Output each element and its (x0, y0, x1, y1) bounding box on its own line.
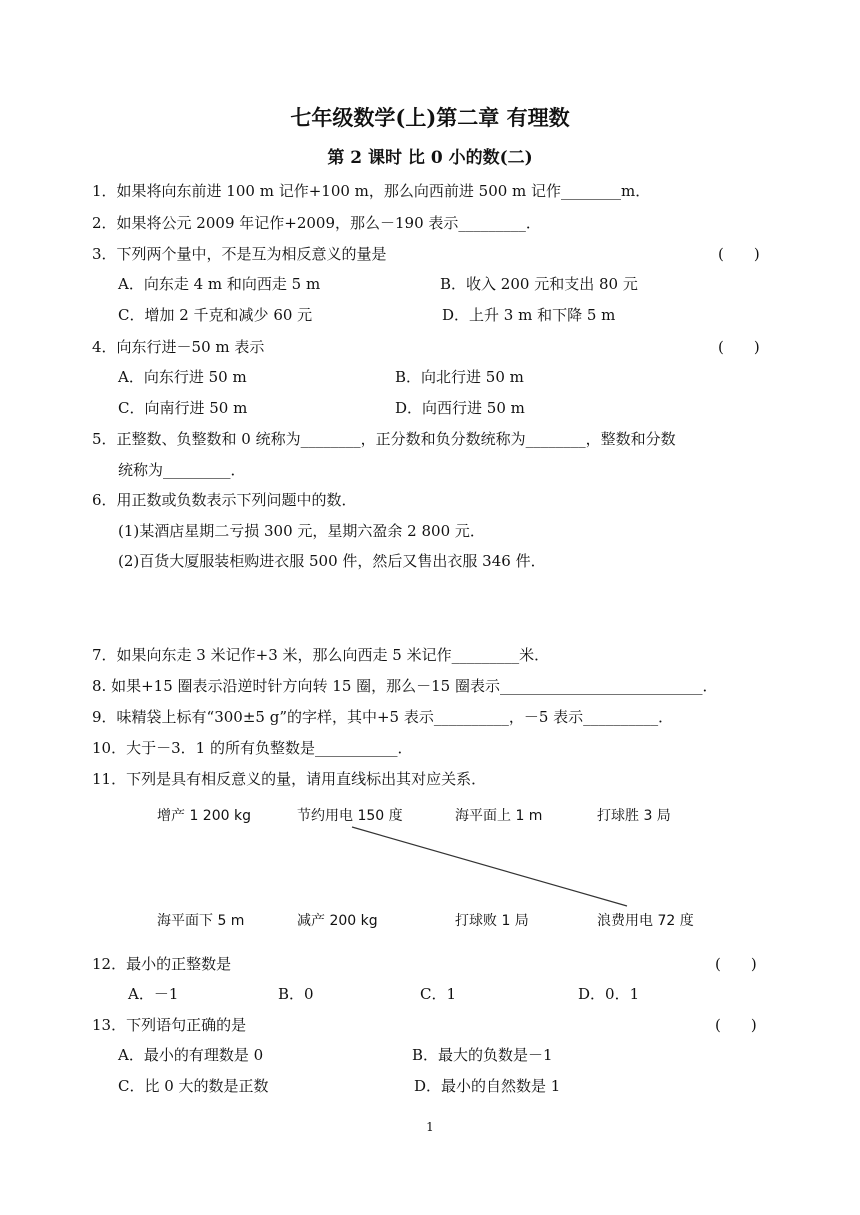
question-6-part2: (2)百货大厦服装柜购进衣服 500 件，然后又售出衣服 346 件． (118, 552, 546, 570)
option-d: D．向西行进 50 m (395, 399, 525, 417)
answer-paren: ( ) (715, 955, 757, 973)
match-item-bottom: 浪费用电 72 度 (597, 913, 694, 929)
match-item-bottom: 打球败 1 局 (455, 913, 529, 929)
option-c: C．增加 2 千克和减少 60 元 (118, 306, 313, 324)
answer-paren: ( ) (718, 338, 760, 356)
option-d: D．上升 3 m 和下降 5 m (442, 306, 616, 324)
option-c: C．向南行进 50 m (118, 399, 248, 417)
option-c: C．比 0 大的数是正数 (118, 1077, 269, 1095)
question-5-line2: 统称为_________． (118, 461, 246, 479)
question-1: 1．如果将向东前进 100 m 记作+100 m，那么向西前进 500 m 记作________m． (92, 182, 651, 200)
match-item-top: 节约用电 150 度 (297, 808, 403, 824)
option-a: A．向东行进 50 m (118, 368, 247, 386)
match-item-bottom: 减产 200 kg (297, 913, 378, 929)
question-6-stem: 6．用正数或负数表示下列问题中的数． (92, 491, 357, 509)
match-item-top: 增产 1 200 kg (157, 808, 251, 824)
answer-paren: ( ) (715, 1016, 757, 1034)
question-13-stem: 13．下列语句正确的是 (92, 1016, 247, 1034)
answer-paren: ( ) (718, 245, 760, 263)
match-item-bottom: 海平面下 5 m (157, 913, 245, 929)
lesson-subtitle: 第 2 课时 比 0 小的数(二) (327, 148, 533, 168)
option-a: A．向东走 4 m 和向西走 5 m (118, 275, 321, 293)
option-a: A．－1 (128, 985, 179, 1003)
match-item-top: 打球胜 3 局 (597, 808, 671, 824)
page-number: 1 (426, 1120, 434, 1134)
option-b: B．0 (278, 985, 314, 1003)
question-5-line1: 5．正整数、负整数和 0 统称为________，正分数和负分数统称为________，整数和分数 (92, 430, 676, 448)
option-d: D．最小的自然数是 1 (414, 1077, 561, 1095)
question-11-stem: 11．下列是具有相反意义的量，请用直线标出其对应关系． (92, 770, 487, 788)
option-c: C．1 (420, 985, 457, 1003)
option-b: B．最大的负数是－1 (412, 1046, 553, 1064)
question-4-stem: 4．向东行进－50 m 表示 (92, 338, 265, 356)
question-2: 2．如果将公元 2009 年记作+2009，那么－190 表示_________． (92, 214, 541, 232)
question-9: 9．味精袋上标有“300±5 g”的字样，其中+5 表示__________，－5 表示__________． (92, 708, 674, 726)
question-10: 10．大于－3．1 的所有负整数是___________． (92, 739, 413, 757)
option-b: B．收入 200 元和支出 80 元 (440, 275, 638, 293)
page-title: 七年级数学(上)第二章 有理数 (290, 105, 570, 130)
question-8: 8. 如果+15 圈表示沿逆时针方向转 15 圈，那么－15 圈表示___________________________． (92, 677, 718, 695)
option-a: A．最小的有理数是 0 (118, 1046, 264, 1064)
question-7: 7．如果向东走 3 米记作+3 米，那么向西走 5 米记作_________米． (92, 646, 550, 664)
option-b: B．向北行进 50 m (395, 368, 524, 386)
question-12-stem: 12．最小的正整数是 (92, 955, 232, 973)
question-3-stem: 3．下列两个量中，不是互为相反意义的量是 (92, 245, 387, 263)
question-6-part1: (1)某酒店星期二亏损 300 元，星期六盈余 2 800 元． (118, 522, 485, 540)
option-d: D．0．1 (578, 985, 640, 1003)
match-item-top: 海平面上 1 m (455, 808, 543, 824)
